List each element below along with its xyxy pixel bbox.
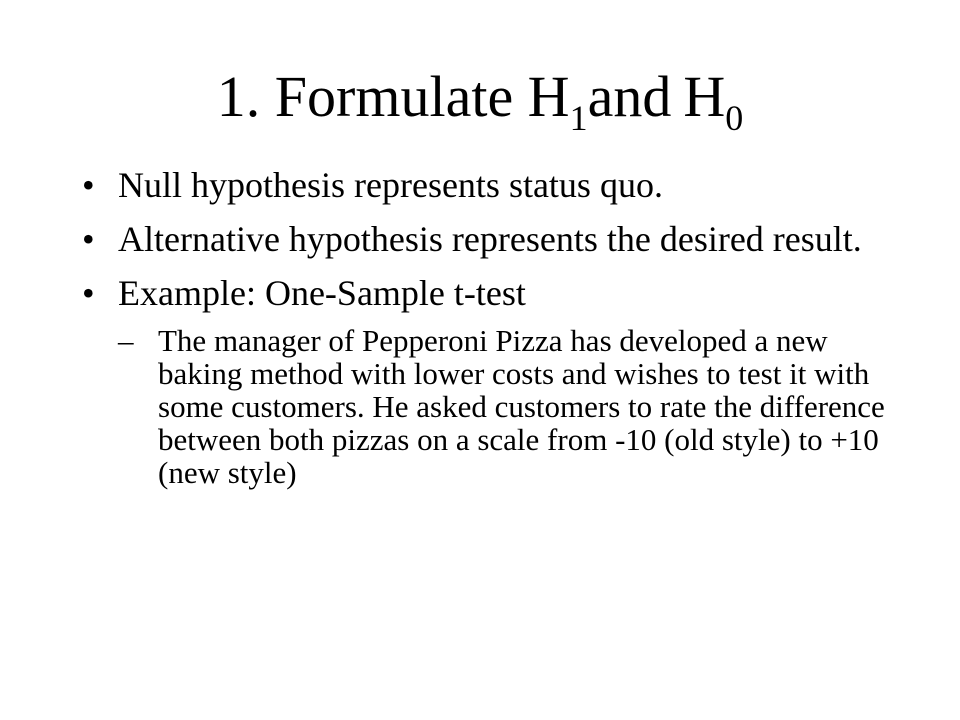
- bullet-text: Example: One-Sample t-test: [118, 273, 526, 313]
- bullet-text: Null hypothesis represents status quo.: [118, 165, 663, 205]
- sub-bullet-list: [118, 324, 918, 489]
- title-prefix: 1. Formulate H: [216, 64, 570, 129]
- bullet-icon: •: [82, 165, 95, 205]
- bullet-item-example: [78, 274, 918, 489]
- title-h0: H: [683, 64, 726, 129]
- title-subscript-0: 0: [725, 98, 744, 138]
- title-and: and: [587, 64, 672, 129]
- title-subscript-1: 1: [569, 98, 588, 138]
- bullet-icon: •: [82, 219, 95, 259]
- sub-bullet-item-pizza-example: [118, 324, 918, 489]
- bullet-item-alternative-hypothesis: [78, 220, 918, 258]
- bullet-icon: •: [82, 273, 95, 313]
- slide-title: [0, 62, 960, 138]
- sub-bullet-text: The manager of Pepperoni Pizza has developed a new baking method with lower costs and wishes to test it with some customers. He asked customers to rate the difference between both pizzas on a scale from -10 (old style) to +10 (new style): [158, 323, 885, 490]
- bullet-list: [78, 166, 918, 505]
- bullet-text: Alternative hypothesis represents the desired result.: [118, 219, 862, 259]
- bullet-item-null-hypothesis: [78, 166, 918, 204]
- dash-icon: –: [118, 323, 134, 358]
